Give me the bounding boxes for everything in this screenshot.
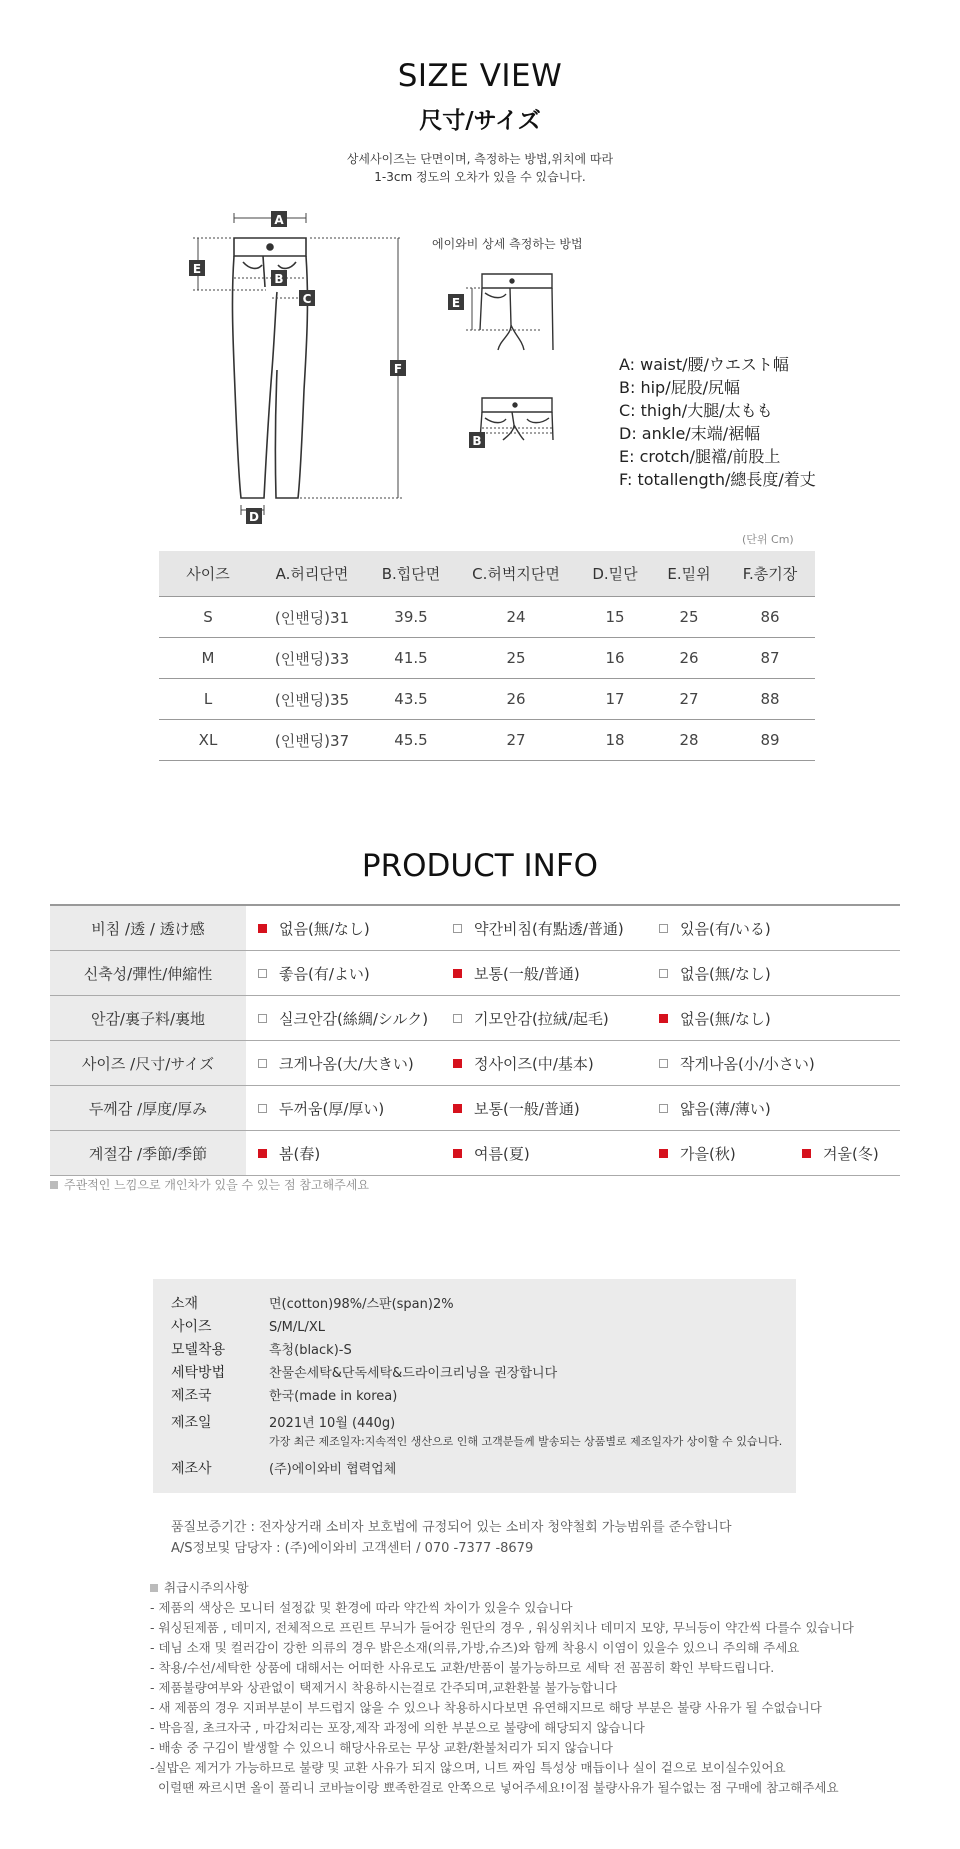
caution-item: 이럴땐 짜르시면 올이 풀리니 코바늘이랑 뾰족한걸로 안쪽으로 넣어주세요!이점 불량사유가 될수없는 점 구매에 참고해주세요 <box>150 1780 839 1795</box>
checkbox-icon <box>453 1059 462 1068</box>
cell: M <box>159 638 257 679</box>
legend-crotch: E: crotch/腿襠/前股上 <box>619 447 781 466</box>
cell: 27 <box>455 720 577 761</box>
row-label: 안감/裏子料/裏地 <box>50 996 246 1041</box>
caution-item: - 제품의 색상은 모니터 설정값 및 환경에 따라 약간씩 차이가 있을수 있습니다 <box>150 1600 573 1615</box>
checkbox-icon <box>453 969 462 978</box>
svg-text:B: B <box>274 272 284 286</box>
row-label: 비침 /透 / 透け感 <box>50 905 246 951</box>
method-illustrations <box>480 274 553 440</box>
checkbox-icon <box>453 1014 462 1023</box>
legend-hip: B: hip/屁股/尻幅 <box>619 378 740 397</box>
cell: 27 <box>653 679 725 720</box>
info-row-thickness <box>50 1086 900 1131</box>
cell: L <box>159 679 257 720</box>
option-true-size: 정사이즈(中/基本) <box>441 1041 647 1086</box>
svg-text:C: C <box>302 292 312 306</box>
manufacture-date-note: 가장 최근 제조일자:지속적인 생산으로 인해 고객분들께 발송되는 상품별로 제조일자가 상이할 수 있습니다. <box>269 1435 783 1448</box>
notice-line-2: 1-3cm 정도의 오차가 있을 수 있습니다. <box>374 170 586 184</box>
cell: 26 <box>653 638 725 679</box>
product-info-title: PRODUCT INFO <box>361 848 599 884</box>
checkbox-icon <box>659 1014 668 1023</box>
header-crotch: E.밑위 <box>653 551 725 597</box>
cell: 87 <box>725 638 815 679</box>
manufacture-date-row: 제조일 2021년 10월 (440g) <box>171 1415 396 1431</box>
checkbox-icon <box>258 1059 267 1068</box>
table-row <box>159 638 815 679</box>
badge-b-method <box>469 432 485 448</box>
option-good: 좋음(有/よい) <box>246 951 441 996</box>
size-table <box>159 551 815 761</box>
caution-item: - 제품불량여부와 상관없이 택제거시 착용하시는걸로 간주되며,교환환불 불가능합니다 <box>150 1680 618 1695</box>
size-row: 사이즈 S/M/L/XL <box>171 1319 325 1335</box>
cell: (인밴딩)31 <box>257 597 367 638</box>
measurement-legend <box>619 353 816 491</box>
washing-row: 세탁방법 찬물손세탁&단독세탁&드라이크리닝을 권장합니다 <box>171 1365 558 1381</box>
measurement-notice <box>0 150 960 186</box>
checkbox-icon <box>659 1149 668 1158</box>
cell: 17 <box>577 679 653 720</box>
cell: S <box>159 597 257 638</box>
legend-waist: A: waist/腰/ウエスト幅 <box>619 355 789 374</box>
cell: 25 <box>455 638 577 679</box>
country-row: 제조국 한국(made in korea) <box>171 1388 398 1404</box>
svg-text:D: D <box>249 510 259 524</box>
checkbox-icon <box>659 1059 668 1068</box>
cell: 16 <box>577 638 653 679</box>
as-contact-line: A/S정보및 담당자 : (주)에이와비 고객센터 / 070 -7377 -8679 <box>171 1541 534 1556</box>
badge-b <box>271 270 287 286</box>
caution-item: - 워싱된제품 , 데미지, 전체적으로 프린트 무늬가 들어강 원단의 경우 , 워싱위치나 데미지 모양, 무늬등이 약간씩 다를수 있습니다 <box>150 1620 854 1635</box>
badge-a <box>271 211 287 227</box>
legend-thigh: C: thigh/大腿/太もも <box>619 401 773 420</box>
option-spring: 봄(春) <box>246 1131 441 1176</box>
checkbox-icon <box>659 1104 668 1113</box>
checkbox-icon <box>258 924 267 933</box>
caution-item: - 배송 중 구김이 발생할 수 있으니 해당사유로는 무상 교환/환불처리가 되지 않습니다 <box>150 1740 613 1755</box>
svg-text:B: B <box>472 434 482 448</box>
caution-title: 취급시주의사항 <box>150 1578 854 1598</box>
svg-text:E: E <box>192 262 202 276</box>
guarantee-line: 품질보증기간 : 전자상거래 소비자 보호법에 규정되어 있는 소비자 청약철회 가능범위를 준수합니다 <box>171 1520 732 1535</box>
cell: 15 <box>577 597 653 638</box>
cell: 45.5 <box>367 720 455 761</box>
info-row-stretch <box>50 951 900 996</box>
cell: 89 <box>725 720 815 761</box>
svg-text:F: F <box>393 362 403 376</box>
caution-item: - 박음질, 초크자국 , 마감처리는 포장,제작 과정에 의한 부분으로 불량에 해당되지 않습니다 <box>150 1720 645 1735</box>
option-thick: 두꺼움(厚/厚い) <box>246 1086 441 1131</box>
pants-illustration <box>232 238 307 498</box>
caution-section <box>150 1578 854 1798</box>
model-row: 모델착용 흑청(black)-S <box>171 1342 352 1358</box>
cell: 24 <box>455 597 577 638</box>
square-bullet-icon <box>50 1181 58 1189</box>
caution-item: - 데님 소재 및 컬러감이 강한 의류의 경우 밝은소재(의류,가방,슈즈)와 함께 착용시 이염이 있을수 있으니 주의해 주세요 <box>150 1640 800 1655</box>
svg-text:E: E <box>451 296 461 310</box>
option-autumn: 가을(秋) <box>647 1131 790 1176</box>
cell: 25 <box>653 597 725 638</box>
product-info-table <box>50 904 900 1176</box>
header-ankle: D.밑단 <box>577 551 653 597</box>
header-thigh: C.허벅지단면 <box>455 551 577 597</box>
info-row-lining <box>50 996 900 1041</box>
table-row <box>159 720 815 761</box>
notice-line-1: 상세사이즈는 단면이며, 측정하는 방법,위치에 따라 <box>346 152 614 166</box>
checkbox-icon <box>258 1149 267 1158</box>
cell: 28 <box>653 720 725 761</box>
option-yes: 있음(有/いる) <box>647 905 900 951</box>
option-large: 크게나옴(大/大きい) <box>246 1041 441 1086</box>
cell: 41.5 <box>367 638 455 679</box>
row-label: 사이즈 /尺寸/サイズ <box>50 1041 246 1086</box>
cell: (인밴딩)37 <box>257 720 367 761</box>
checkbox-icon <box>258 1014 267 1023</box>
row-label: 계절감 /季節/季節 <box>50 1131 246 1176</box>
option-brushed: 기모안감(拉絨/起毛) <box>441 996 647 1041</box>
checkbox-icon <box>659 969 668 978</box>
cell: 39.5 <box>367 597 455 638</box>
cell: 43.5 <box>367 679 455 720</box>
cell: 88 <box>725 679 815 720</box>
checkbox-icon <box>453 1104 462 1113</box>
caution-item: -실밥은 제거가 가능하므로 불량 및 교환 사유가 되지 않으며, 니트 짜임 특성상 매듭이나 실이 겉으로 보이실수있어요 <box>150 1760 786 1775</box>
option-normal: 보통(一般/普通) <box>441 1086 647 1131</box>
legend-ankle: D: ankle/末端/裾幅 <box>619 424 761 443</box>
table-row <box>159 597 815 638</box>
option-none: 없음(無/なし) <box>647 996 900 1041</box>
cell: 26 <box>455 679 577 720</box>
option-summer: 여름(夏) <box>441 1131 647 1176</box>
checkbox-icon <box>453 924 462 933</box>
product-info-note: 주관적인 느낌으로 개인차가 있을 수 있는 점 참고해주세요 <box>50 1176 369 1193</box>
square-bullet-icon <box>150 1584 158 1592</box>
badge-f <box>390 360 406 376</box>
legend-total-length: F: totallength/總長度/着丈 <box>619 470 816 489</box>
caution-item: - 새 제품의 경우 지퍼부분이 부드럽지 않을 수 있으나 착용하시다보면 유연해지므로 해당 부분은 불량 사유가 될 수없습니다 <box>150 1700 822 1715</box>
manufacturer-row: 제조사 (주)에이와비 협력업체 <box>171 1461 397 1477</box>
checkbox-icon <box>258 1104 267 1113</box>
option-small: 작게나옴(小/小さい) <box>647 1041 900 1086</box>
badge-c <box>299 290 315 306</box>
info-row-size <box>50 1041 900 1086</box>
option-normal: 보통(一般/普通) <box>441 951 647 996</box>
size-view-title: SIZE VIEW <box>397 58 563 94</box>
option-slight: 약간비침(有點透/普通) <box>441 905 647 951</box>
checkbox-icon <box>802 1149 811 1158</box>
option-winter: 겨울(冬) <box>790 1131 900 1176</box>
size-view-subtitle: 尺寸/サイズ <box>419 108 541 134</box>
svg-text:A: A <box>274 213 284 227</box>
row-label: 두께감 /厚度/厚み <box>50 1086 246 1131</box>
row-label: 신축성/彈性/伸縮性 <box>50 951 246 996</box>
guarantee-info <box>171 1517 732 1559</box>
cell: (인밴딩)33 <box>257 638 367 679</box>
badge-d <box>246 508 262 524</box>
header-hip: B.힙단면 <box>367 551 455 597</box>
badge-e-method <box>448 294 464 310</box>
size-table-header <box>159 551 815 597</box>
method-title: 에이와비 상세 측정하는 방법 <box>432 237 583 251</box>
cell: (인밴딩)35 <box>257 679 367 720</box>
unit-label: (단위 Cm) <box>742 533 794 546</box>
table-row <box>159 679 815 720</box>
checkbox-icon <box>258 969 267 978</box>
caution-item: - 착용/수선/세탁한 상품에 대해서는 어떠한 사유로도 교환/반품이 불가능하므로 세탁 전 꼼꼼히 확인 부탁드립니다. <box>150 1660 775 1675</box>
option-thin: 얇음(薄/薄い) <box>647 1086 900 1131</box>
info-row-season <box>50 1131 900 1176</box>
material-row: 소재 면(cotton)98%/스판(span)2% <box>171 1296 454 1312</box>
checkbox-icon <box>453 1149 462 1158</box>
option-none: 없음(無/なし) <box>246 905 441 951</box>
header-size: 사이즈 <box>159 551 257 597</box>
badge-e <box>189 260 205 276</box>
info-row-transparency <box>50 905 900 951</box>
header-total-length: F.총기장 <box>725 551 815 597</box>
header-waist: A.허리단면 <box>257 551 367 597</box>
cell: XL <box>159 720 257 761</box>
cell: 86 <box>725 597 815 638</box>
cell: 18 <box>577 720 653 761</box>
option-none: 없음(無/なし) <box>647 951 900 996</box>
option-silk: 실크안감(絲綢/シルク) <box>246 996 441 1041</box>
checkbox-icon <box>659 924 668 933</box>
